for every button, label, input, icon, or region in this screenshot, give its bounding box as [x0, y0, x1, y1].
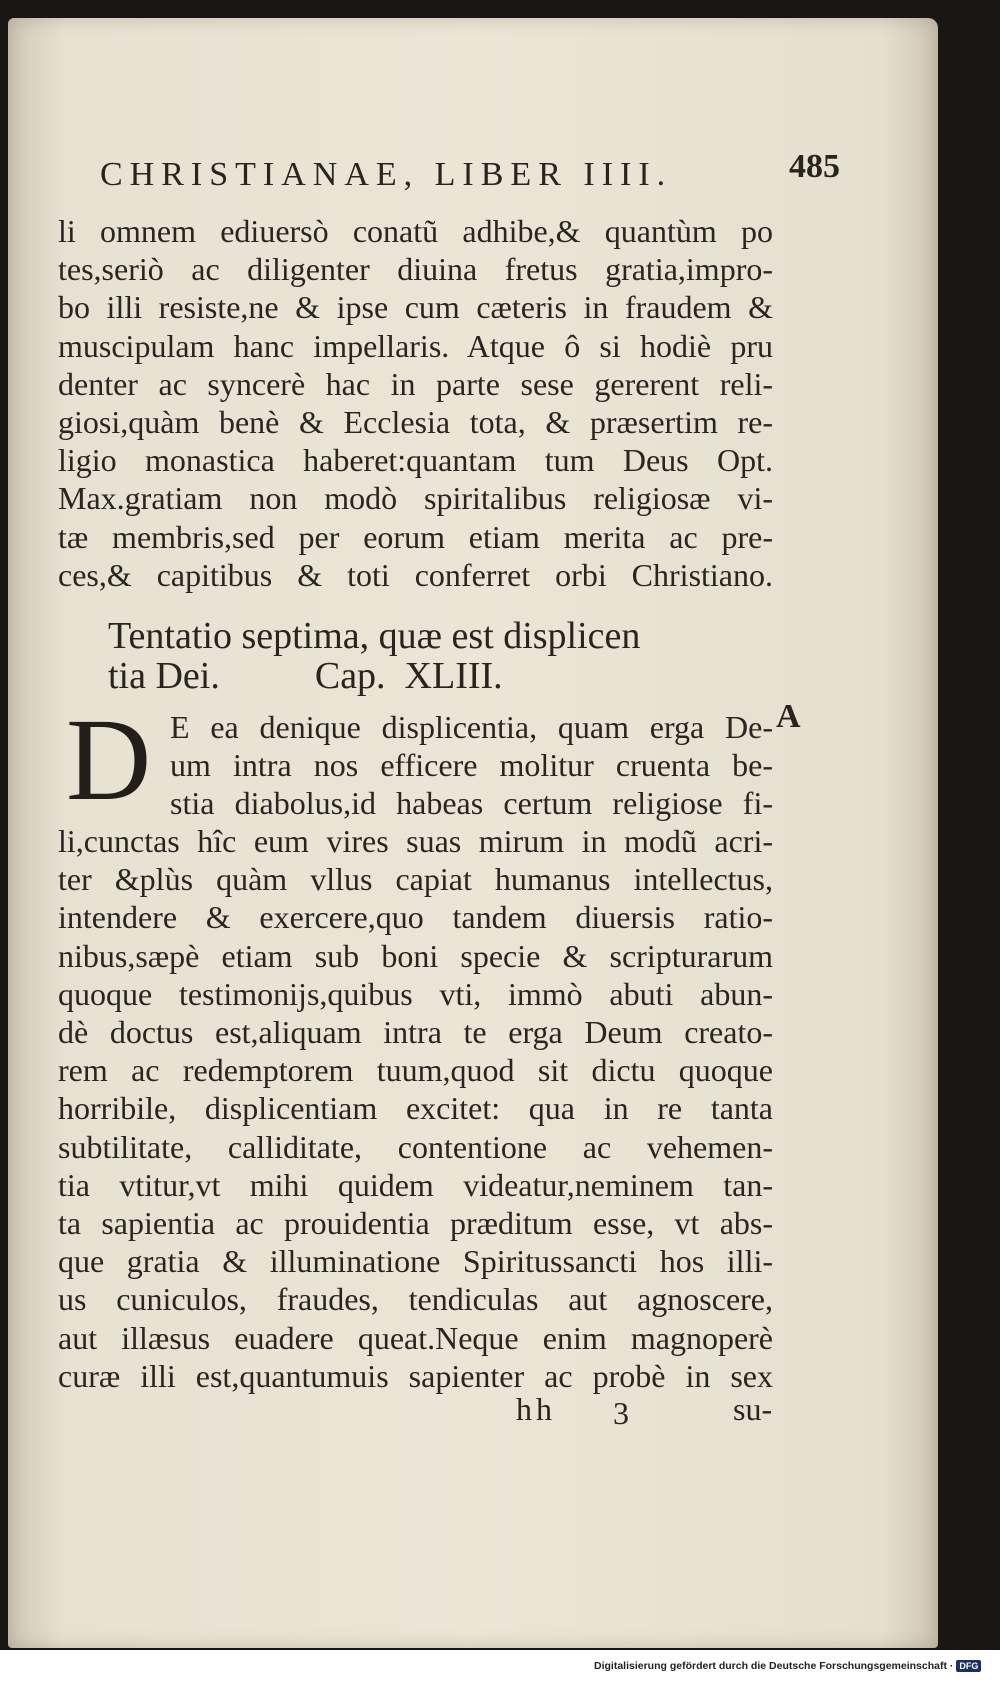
text-line: rem ac redemptorem tuum,quod sit dictu quoque [58, 1052, 773, 1089]
text-line: ces,& capitibus & toti conferret orbi Christiano. [58, 556, 773, 593]
running-title: CHRISTIANAE, LIBER IIII. [100, 156, 673, 193]
text-line: ligio monastica haberet:quantam tum Deus Opt. [58, 442, 773, 479]
text-line: horribile, displicentiam excitet: qua in re tanta [58, 1090, 773, 1127]
text-line: li,cunctas hîc eum vires suas mirum in modũ acri- [58, 823, 773, 859]
text-line: tes,seriò ac diligenter diuina fretus gratia,impro- [58, 251, 773, 288]
text-line: curæ illi est,quantumuis sapienter ac probè in sex [58, 1357, 773, 1394]
dfg-logo: DFG [956, 1660, 981, 1672]
paragraph-2-body [58, 822, 773, 1395]
funding-note [594, 1660, 981, 1672]
chapter-heading [108, 616, 728, 696]
page-header [100, 148, 840, 200]
text-line: us cuniculos, fraudes, tendiculas aut agnoscere, [58, 1281, 773, 1318]
text-line: ta sapientia ac prouidentia præditum esse, vt abs- [58, 1205, 773, 1242]
drop-cap: D [66, 694, 152, 825]
text-line: que gratia & illuminatione Spiritussancti hos illi- [58, 1243, 773, 1280]
text-line: ter &plùs quàm vllus capiat humanus intellectus, [58, 861, 773, 898]
text-line: tæ membris,sed per eorum etiam merita ac pre- [58, 518, 773, 555]
text-line: aut illæsus euadere queat.Neque enim magnoperè [58, 1319, 773, 1356]
margin-letter: A [776, 698, 801, 735]
signature-number: 3 [613, 1395, 629, 1431]
text-line: tia vtitur,vt mihi quidem videatur,neminem tan- [58, 1166, 773, 1203]
page-number: 485 [789, 148, 840, 185]
text-line: nibus,sæpè etiam sub boni specie & scripturarum [58, 937, 773, 974]
text-line: E ea denique displicentia, quam erga De- [170, 709, 773, 745]
text-line: denter ac syncerè hac in parte sese gererent reli- [58, 365, 773, 402]
paragraph-1 [58, 212, 773, 594]
text-line: Max.gratiam non modò spiritalibus religiosæ vi- [58, 480, 773, 517]
page-footer [8, 1391, 938, 1431]
catchword: su- [733, 1391, 773, 1427]
text-line: bo illi resiste,ne & ipse cum cæteris in fraudem & [58, 289, 773, 326]
text-line: li omnem ediuersò conatũ adhibe,& quantùm po [58, 213, 773, 249]
text-line: intendere & exercere,quo tandem diuersis ratio- [58, 899, 773, 936]
heading-line: Tentatio septima, quæ est displicen [108, 616, 641, 656]
heading-line: tia Dei. Cap. XLIII. [108, 656, 503, 696]
text-line: stia diabolus,id habeas certum religiose fi- [170, 785, 773, 822]
text-line: dè doctus est,aliquam intra te erga Deum creato- [58, 1014, 773, 1051]
paragraph-2-opening [170, 708, 773, 823]
signature-mark: hh [516, 1391, 556, 1427]
text-line: giosi,quàm benè & Ecclesia tota, & præsertim re- [58, 404, 773, 441]
text-line: muscipulam hanc impellaris. Atque ô si hodiè pru [58, 327, 773, 364]
book-page [8, 18, 938, 1648]
funding-text: Digitalisierung gefördert durch die Deutsche Forschungsgemeinschaft · [594, 1660, 954, 1672]
text-line: um intra nos efficere molitur cruenta be- [170, 747, 773, 784]
text-line: subtilitate, calliditate, contentione ac vehemen- [58, 1128, 773, 1165]
text-line: quoque testimonijs,quibus vti, immò abuti abun- [58, 975, 773, 1012]
